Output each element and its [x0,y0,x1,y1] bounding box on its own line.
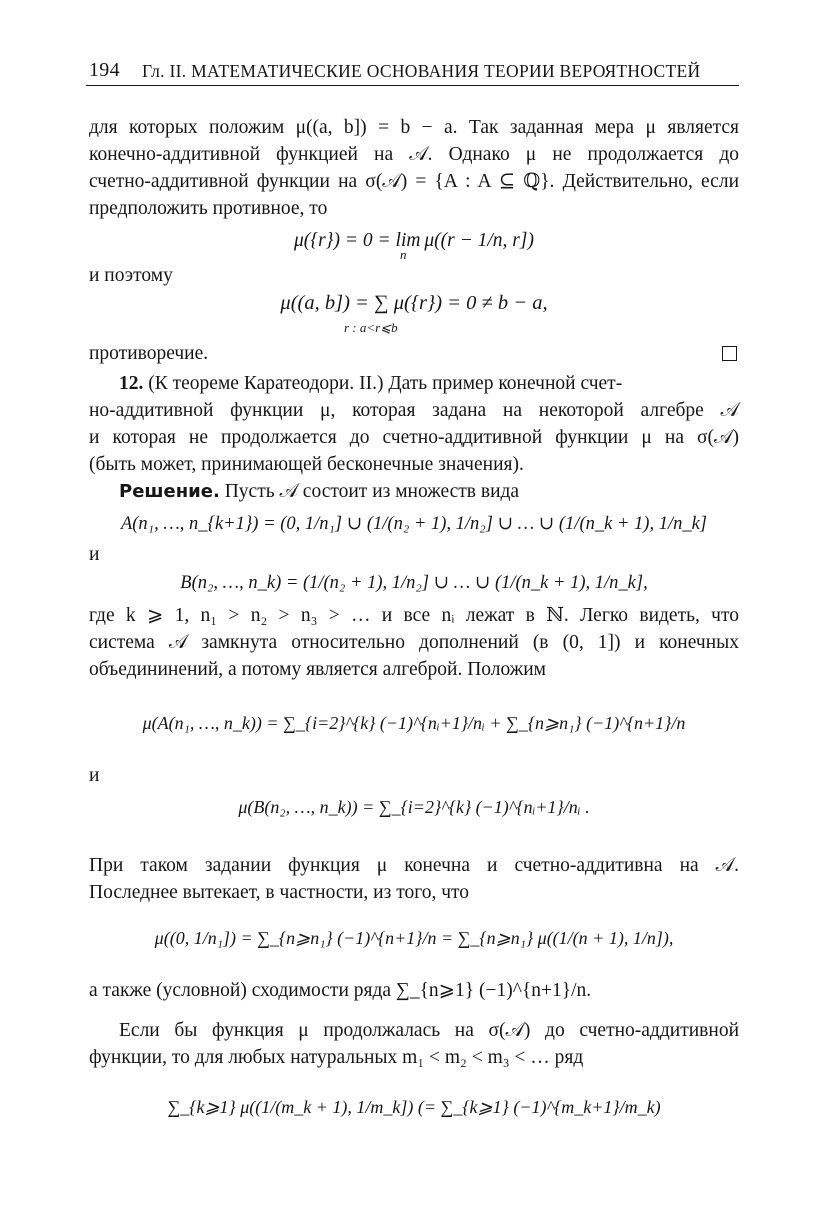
solution-line [119,478,739,505]
text-line: функции, то для любых натуральных m₁ < m₂ < m₃ < … ряд [89,1047,584,1068]
text-line: Если бы функция μ продолжалась на σ(𝒜) до счетно-аддитивной [119,1020,739,1041]
problem-text: (К теореме Каратеодори. II.) Дать пример конечной счет- [148,373,623,394]
equation-mu-B: μ(B(n₂, …, n_k)) = ∑_{i=2}^{k} (−1)^{nᵢ+1}/nᵢ . [238,797,590,817]
text-line: объедининений, а потому является алгеброй. Положим [89,659,547,680]
text-line: система 𝒜 замкнута относительно дополнений (в (0, 1]) и конечных [89,632,739,653]
text-line: При таком задании функция μ конечна и счетно-аддитивна на 𝒜. [89,855,739,876]
text-line: предположить противное, то [89,198,328,219]
equation-limit-subscript: n [400,247,407,262]
text-line: для которых положим μ((a, b]) = b − a. Так заданная мера μ является [89,117,739,138]
text-line: счетно-аддитивной функции на σ(𝒜) = {A : A ⊆ ℚ}. Действительно, если [89,171,739,192]
equation-sum-subscript: r : a<r⩽b [344,320,398,335]
text-line: и [89,765,100,786]
text-line: конечно-аддитивной функцией на 𝒜. Однако μ не продолжается до [89,144,739,165]
solution-label: Решение. [119,481,220,502]
equation-limit: μ({r}) = 0 = lim μ((r − 1/n, r]) [294,230,534,251]
equation-mu-interval: μ((0, 1/n₁]) = ∑_{n⩾n₁} (−1)^{n+1}/n = ∑_{n⩾n₁} μ((1/(n + 1), 1/n]), [154,928,674,948]
equation-series: ∑_{k⩾1} μ((1/(m_k + 1), 1/m_k]) (= ∑_{k⩾1} (−1)^{m_k+1}/m_k) [167,1097,661,1117]
text-line: и которая не продолжается до счетно-аддитивной функции μ на σ(𝒜) [89,427,739,448]
equation-set-B: B(n₂, …, n_k) = (1/(n₂ + 1), 1/n₂] ∪ … ∪ (1/(n_k + 1), 1/n_k], [180,573,648,593]
text-line: Последнее вытекает, в частности, из того, что [89,882,470,903]
equation-sum: μ((a, b]) = ∑ μ({r}) = 0 ≠ b − a, [280,292,548,314]
text-line: но-аддитивной функции μ, которая задана на некоторой алгебре 𝒜 [89,400,739,421]
running-title: Гл. II. МАТЕМАТИЧЕСКИЕ ОСНОВАНИЯ ТЕОРИИ ВЕРОЯТНОСТЕЙ [142,61,701,81]
text-line: и поэтому [89,265,173,286]
problem-number: 12. [119,373,144,394]
text-line: (быть может, принимающей бесконечные значения). [89,454,524,475]
running-header [86,58,739,86]
solution-text: Пусть 𝒜 состоит из множеств вида [224,481,520,502]
equation-mu-A: μ(A(n₁, …, n_k)) = ∑_{i=2}^{k} (−1)^{nᵢ+1}/nᵢ + ∑_{n⩾n₁} (−1)^{n+1}/n [142,713,686,733]
page-number: 194 [89,59,120,81]
problem-heading [119,370,739,397]
text-line: и [89,544,100,565]
text-line: а также (условной) сходимости ряда ∑_{n⩾1} (−1)^{n+1}/n. [89,980,592,1001]
equation-set-A: A(n₁, …, n_{k+1}) = (0, 1/n₁] ∪ (1/(n₂ + 1), 1/n₂] ∪ … ∪ (1/(n_k + 1), 1/n_k] [120,514,708,534]
qed-square-icon [722,346,737,361]
text-line: противоречие. [89,343,209,364]
text-line: где k ⩾ 1, n₁ > n₂ > n₃ > … и все nᵢ лежат в ℕ. Легко видеть, что [89,605,739,626]
